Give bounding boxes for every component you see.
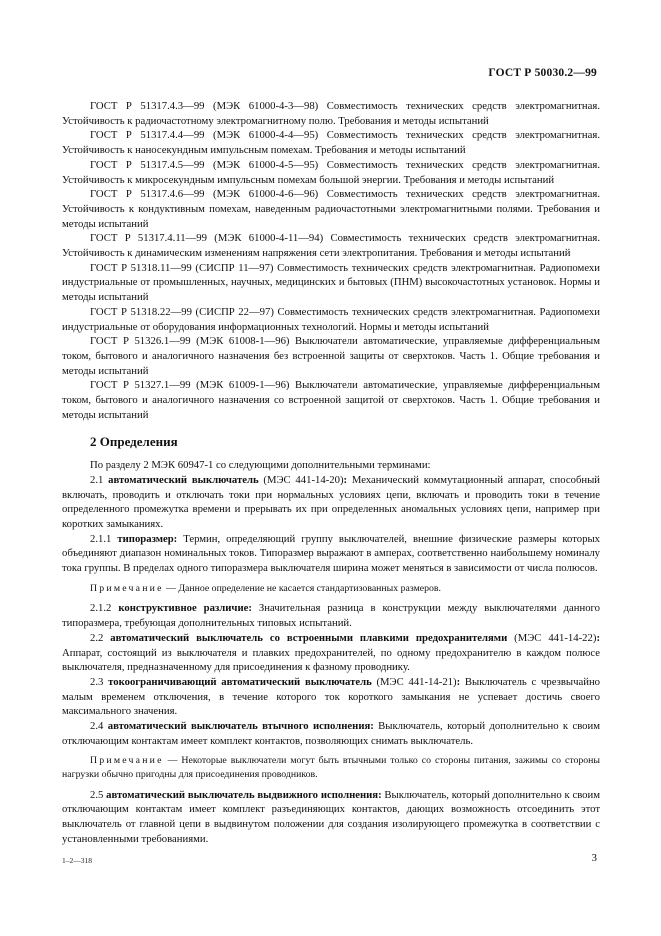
section-intro: По разделу 2 МЭК 60947-1 со следующими дополнительными терминами: [90, 459, 431, 472]
term-source: (МЭС 441-14-20) [258, 473, 344, 486]
clause-number: 2.5 [90, 788, 107, 801]
reference-item: ГОСТ Р 51317.4.3—99 (МЭК 61000-4-3—98) Совместимость технических средств электромагнитная. Устойчивость к радиочастотному электромагнитному полю. Требования и методы испытаний [62, 100, 600, 127]
reference-item: ГОСТ Р 51317.4.6—99 (МЭК 61000-4-6—96) Совместимость технических средств электромагнитная. Устойчивость к кондуктивным помехам, наведенным радиочастотными электромагнитными полями. Требования и методы испытаний [62, 188, 600, 230]
definition-text: Аппарат, состоящий из выключателя и плавких предохранителей, по одному предохранителю в каждом полюсе выключателя, предназначенному для присоединения к фазному проводнику. [62, 646, 600, 674]
clause-number: 2.4 [90, 720, 108, 733]
term: автоматический выключатель [108, 473, 259, 486]
term: токоограничивающий автоматический выключатель [108, 675, 372, 688]
clause-number: 2.1 [90, 473, 109, 486]
reference-item: ГОСТ Р 51327.1—99 (МЭК 61009-1—96) Выключатели автоматические, управляемые дифференциальным током, бытового и аналогичного назначения со встроенной защитой от сверхтоков. Часть 1. Общие требования и методы испытаний [62, 379, 600, 421]
note [62, 582, 600, 596]
section-title: 2 Определения [90, 434, 178, 450]
clause-number: 2.1.2 [90, 602, 119, 615]
term: автоматический выключатель со встроенными плавкими предохранителями [110, 631, 508, 644]
term-colon: : [596, 631, 600, 644]
definition-2-5 [62, 788, 600, 847]
print-code: 1–2—318 [62, 856, 92, 865]
note-label: Примечание [90, 582, 164, 594]
definition-text: Выключатель, который дополнительно к своим отключающим контактам имеет комплект контактов, позволяющих снимать выключатель. [62, 720, 601, 747]
term: автоматический выключатель втычного исполнения: [107, 720, 374, 733]
definition-text: Термин, определяющий группу выключателей, внешние физические размеры которых объединяют диапазон номинальных токов. Типоразмер выражают в амперах, соответственно наибольшему номиналу тока группы. В пределах одного типоразмера выключателя ширина может меняться в зависимости от числа полюсов. [62, 532, 601, 575]
reference-item: ГОСТ Р 51318.22—99 (СИСПР 22—97) Совместимость технических средств электромагнитная. Радиопомехи индустриальные от оборудования информационных технологий. Нормы и методы испытаний [62, 305, 600, 333]
definition-2-3 [62, 675, 600, 719]
definition-text: Выключатель, который дополнительно к своим отключающим контактам имеет комплект разъединяющих контактов, дающих возможность отсоединить этот выключатель от главной цепи в выдвинутом положении для создания изолирующего промежутка в соответствии с установленными требованиями. [62, 788, 600, 845]
reference-item: ГОСТ Р 51317.4.11—99 (МЭК 61000-4-11—94) Совместимость технических средств электромагнитная. Устойчивость к динамическим изменениям напряжения сети электропитания. Требования и методы испытаний [62, 232, 600, 260]
reference-item: ГОСТ Р 51317.4.4—99 (МЭК 61000-4-4—95) Совместимость технических средств электромагнитная. Устойчивость к наносекундным импульсным помехам. Требования и методы испытаний [62, 129, 600, 157]
term-source: (МЭС 441-14-21) [371, 675, 457, 688]
definition-2-1 [62, 473, 600, 532]
clause-number: 2.3 [90, 675, 109, 688]
definition-2-1-2 [62, 601, 600, 630]
note-text: — Некоторые выключатели могут быть втычными только со стороны питания, зажимы со стороны нагрузки обычно пригодны для присоединения проводников. [62, 755, 600, 781]
definition-2-1-1 [62, 532, 600, 576]
note-text: — Данное определение не касается стандартизованных размеров. [163, 582, 441, 594]
document-body [62, 99, 600, 846]
note [62, 754, 600, 781]
term-source: (МЭС 441-14-22) [507, 631, 597, 644]
clause-number: 2.1.1 [90, 532, 118, 545]
clause-number: 2.2 [90, 631, 111, 644]
reference-item: ГОСТ Р 51318.11—99 (СИСПР 11—97) Совместимость технических средств электромагнитная. Радиопомехи индустриальные от промышленных, научных, медицинских и бытовых (ПНМ) высокочастотных установок. Нормы и методы испытаний [62, 261, 600, 304]
term: автоматический выключатель выдвижного исполнения: [106, 788, 382, 801]
term: типоразмер: [117, 532, 178, 545]
term-colon: : [456, 675, 465, 688]
definition-text: Механический коммутационный аппарат, способный включать, проводить и отключать токи при нормальных условиях цепи, включать и проводить токи в течение определенного промежутка времени и прерывать их при определенных аномальных условиях цепи, например при коротких замыканиях. [62, 473, 600, 530]
note-label: Примечание [90, 755, 164, 767]
definition-text: Значительная разница в конструкции между выключателями данного типоразмера, требующая дополнительных типовых испытаний. [62, 602, 601, 630]
term: конструктивное различие: [118, 602, 252, 615]
reference-item: ГОСТ Р 51317.4.5—99 (МЭК 61000-4-5—95) Совместимость технических средств электромагнитная. Устойчивость к микросекундным импульсным помехам большой энергии. Требования и методы испытаний [62, 158, 600, 186]
definition-text: Выключатель с чрезвычайно малым временем отключения, в течение которого ток короткого замыкания не успевает достичь своего максимального значения. [62, 675, 601, 718]
reference-item: ГОСТ Р 51326.1—99 (МЭК 61008-1—96) Выключатели автоматические, управляемые дифференциальным током, бытового и аналогичного назначения без встроенной защиты от сверхтоков. Часть 1. Общие требования и методы испытаний [62, 335, 600, 377]
definition-2-2 [62, 631, 600, 675]
term-colon: : [343, 473, 352, 486]
definition-2-4 [62, 719, 600, 748]
document-code: ГОСТ Р 50030.2—99 [488, 67, 597, 79]
page-number: 3 [591, 852, 597, 864]
